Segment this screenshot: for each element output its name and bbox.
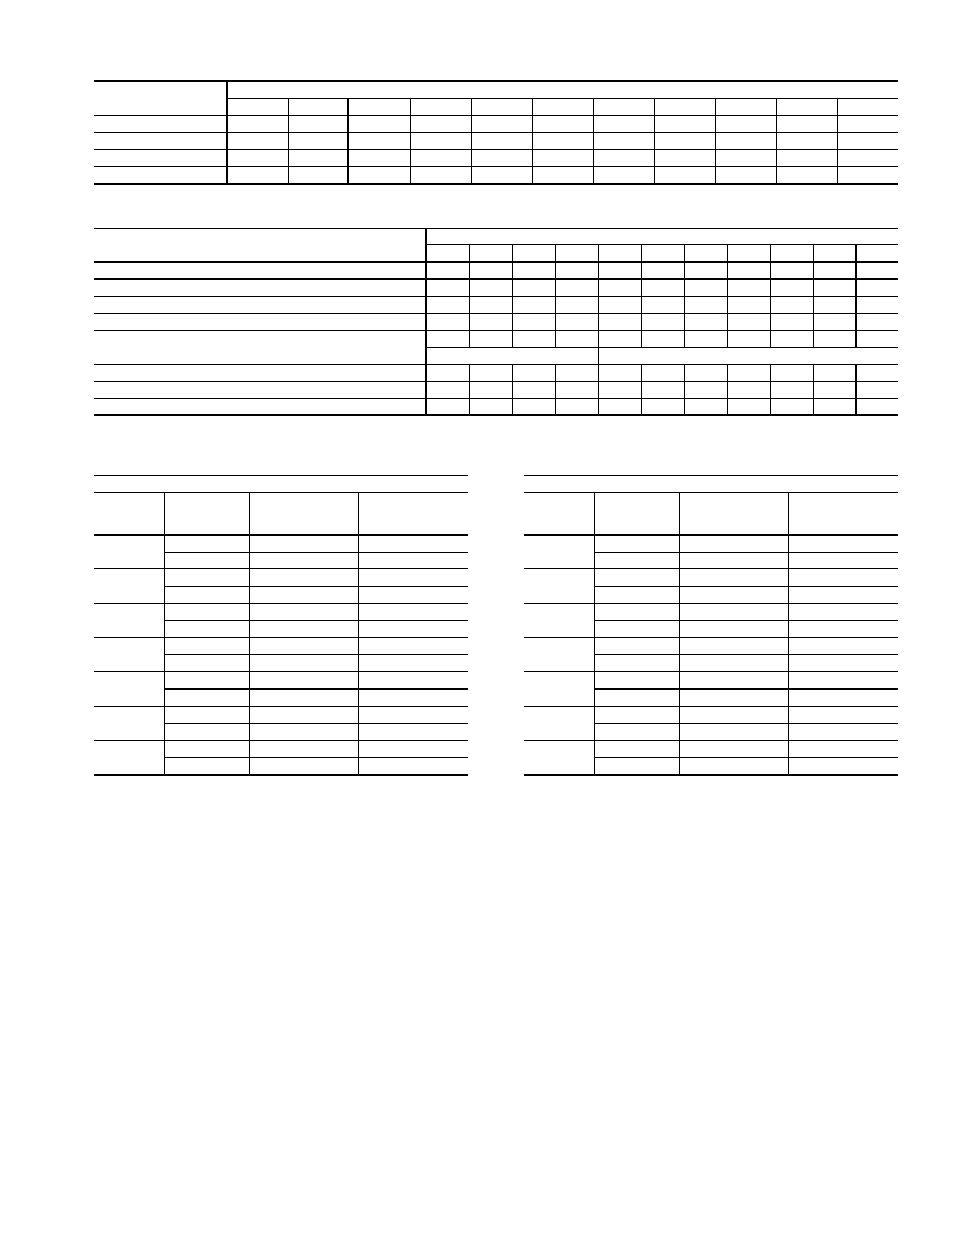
table-2-subheader-rule [426, 244, 898, 245]
t3r-top-rule [524, 475, 898, 476]
table-2-col-divider-upper-9 [855, 244, 857, 347]
table-2-row-rule-lower-1 [94, 381, 898, 382]
t3r-col-divider-0 [594, 492, 595, 775]
table-2-row-rule-2 [94, 330, 898, 331]
table-1-bottom-rule [94, 183, 898, 185]
t3l-group-rule-3 [94, 671, 468, 672]
t3r-group-rule-3 [524, 671, 898, 672]
table-1-row-rule-1 [94, 132, 898, 133]
table-2-col-divider-lower-2 [555, 364, 556, 415]
t3r-inner-rule-3 [594, 654, 898, 655]
t3r-col-divider-2 [788, 492, 789, 775]
table-2-col-divider-lower-6 [727, 364, 728, 415]
table-1-row-rule-0 [94, 115, 898, 116]
t3r-header-top-rule [524, 492, 898, 493]
table-1-stub-divider [226, 81, 228, 184]
table-1-col-divider-7 [715, 98, 716, 184]
t3l-header-bottom-rule [94, 534, 468, 536]
table-1-col-divider-8 [776, 98, 777, 184]
t3r-group-rule-2 [524, 637, 898, 638]
table-2-col-divider-upper-1 [512, 244, 513, 347]
table-2-col-divider-upper-3 [598, 244, 599, 347]
table-2-col-divider-lower-4 [641, 364, 642, 415]
t3r-group-rule-0 [524, 568, 898, 569]
table-2-row-rule-lower-2 [94, 398, 898, 399]
table-2-col-divider-lower-1 [512, 364, 513, 415]
t3l-inner-rule-2 [164, 620, 468, 621]
t3r-mid-thick-rule [594, 688, 898, 690]
table-2-bottom-rule [94, 414, 898, 416]
table-2-col-divider-upper-0 [469, 244, 470, 347]
t3l-mid-thick-rule [164, 688, 468, 690]
table-2-group-rule [426, 347, 898, 348]
t3r-inner-rule-6 [594, 757, 898, 758]
table-1-top-rule [94, 80, 898, 82]
t3r-inner-rule-5 [594, 723, 898, 724]
t3l-inner-rule-5 [164, 723, 468, 724]
t3r-bottom-rule [524, 774, 898, 776]
t3l-group-rule-4 [94, 706, 468, 707]
table-1-col-divider-2 [410, 98, 411, 184]
table-2-col-divider-upper-2 [555, 244, 556, 347]
table-2-col-divider-upper-6 [727, 244, 728, 347]
table-1-col-divider-3 [471, 98, 472, 184]
t3l-col-divider-1 [249, 492, 250, 775]
t3r-group-rule-4 [524, 706, 898, 707]
t3r-group-rule-5 [524, 740, 898, 741]
t3r-col-divider-1 [679, 492, 680, 775]
table-2-top-rule [426, 228, 898, 229]
table-2-header-bottom-rule [94, 261, 898, 263]
t3l-inner-rule-6 [164, 757, 468, 758]
t3l-inner-rule-3 [164, 654, 468, 655]
table-2-row-rule-lower-0 [94, 364, 898, 365]
t3r-inner-rule-2 [594, 620, 898, 621]
t3l-col-divider-0 [164, 492, 165, 775]
t3l-group-rule-5 [94, 740, 468, 741]
table-1-col-divider-9 [837, 98, 838, 184]
table-2-col-divider-upper-4 [641, 244, 642, 347]
t3l-inner-rule-1 [164, 586, 468, 587]
t3l-inner-rule-0 [164, 552, 468, 553]
table-2-col-divider-lower-0 [469, 364, 470, 415]
table-1-col-divider-1 [347, 98, 349, 184]
t3r-header-bottom-rule [524, 534, 898, 536]
t3l-top-rule [94, 475, 468, 476]
table-1-col-divider-6 [654, 98, 655, 184]
t3r-inner-rule-0 [594, 552, 898, 553]
t3l-header-top-rule [94, 492, 468, 493]
table-2-stub-divider [425, 228, 427, 415]
t3l-group-rule-2 [94, 637, 468, 638]
table-2-group-divider [598, 347, 599, 364]
t3l-col-divider-2 [358, 492, 359, 775]
table-2-col-divider-lower-3 [598, 364, 599, 415]
t3l-group-rule-1 [94, 603, 468, 604]
table-2-top-rule-stub [94, 228, 426, 229]
table-1-row-rule-2 [94, 149, 898, 150]
t3r-inner-rule-1 [594, 586, 898, 587]
table-1-col-divider-5 [593, 98, 594, 184]
table-2-row-rule-0 [94, 296, 898, 297]
table-2-col-divider-lower-5 [684, 364, 685, 415]
table-2-col-divider-lower-8 [813, 364, 814, 415]
table-2-row-rule-1 [94, 313, 898, 314]
t3l-group-rule-0 [94, 568, 468, 569]
t3l-bottom-rule [94, 774, 468, 776]
table-2-header-rule-2 [94, 278, 898, 280]
table-2-col-divider-lower-9 [855, 364, 857, 415]
table-1-col-divider-0 [288, 98, 289, 184]
table-2-col-divider-upper-5 [684, 244, 685, 347]
table-1-col-divider-4 [532, 98, 533, 184]
table-2-col-divider-upper-7 [770, 244, 771, 347]
table-2-col-divider-lower-7 [770, 364, 771, 415]
t3r-group-rule-1 [524, 603, 898, 604]
table-1-header-rule [227, 98, 898, 99]
table-2-col-divider-upper-8 [813, 244, 814, 347]
table-1-row-rule-3 [94, 166, 898, 167]
